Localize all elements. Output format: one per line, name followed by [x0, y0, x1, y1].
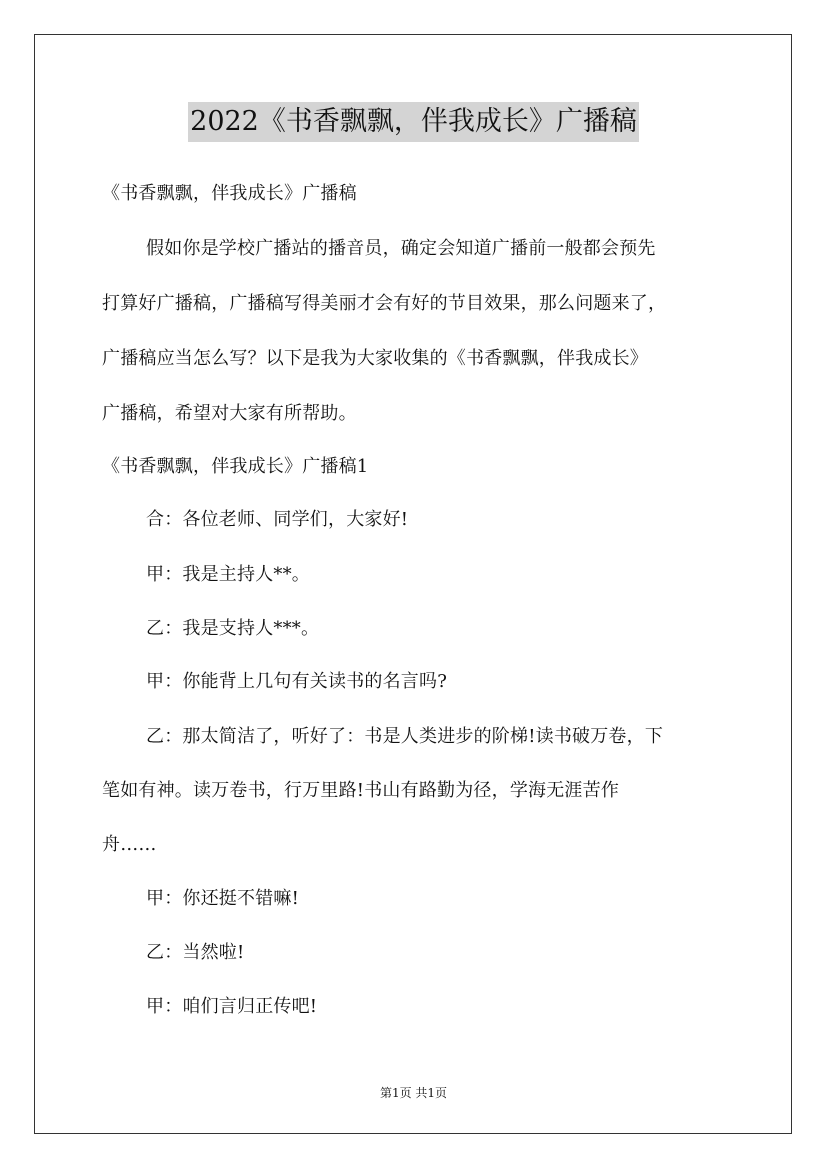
dialogue-line: 合：各位老师、同学们，大家好! [146, 509, 409, 530]
dialogue-line: 乙：我是支持人***。 [146, 618, 320, 639]
paragraph-line: 广播稿应当怎么写？以下是我为大家收集的《书香飘飘，伴我成长》 [102, 348, 648, 369]
dialogue-line: 甲：我是主持人**。 [146, 564, 310, 585]
paragraph-line: 广播稿，希望对大家有所帮助。 [102, 403, 357, 424]
dialogue-line: 乙：当然啦! [146, 942, 245, 963]
document-title: 2022《书香飘飘，伴我成长》广播稿 [188, 102, 639, 142]
subtitle-line: 《书香飘飘，伴我成长》广播稿 [102, 183, 357, 204]
dialogue-line: 乙：那太简洁了，听好了：书是人类进步的阶梯!读书破万卷，下 [146, 726, 664, 747]
paragraph-line: 假如你是学校广播站的播音员，确定会知道广播前一般都会预先 [146, 238, 656, 259]
section-heading: 《书香飘飘，伴我成长》广播稿1 [102, 456, 369, 477]
paragraph-line: 打算好广播稿，广播稿写得美丽才会有好的节目效果，那么问题来了， [102, 293, 667, 314]
dialogue-line: 甲：咱们言归正传吧! [146, 996, 318, 1017]
dialogue-line: 笔如有神。读万卷书，行万里路!书山有路勤为径，学海无涯苦作 [102, 780, 620, 801]
dialogue-line: 舟…… [102, 834, 157, 855]
dialogue-line: 甲：你还挺不错嘛! [146, 888, 300, 909]
title-container [0, 102, 827, 142]
dialogue-line: 甲：你能背上几句有关读书的名言吗? [146, 671, 448, 692]
page-footer: 第1页 共1页 [379, 1086, 448, 1100]
